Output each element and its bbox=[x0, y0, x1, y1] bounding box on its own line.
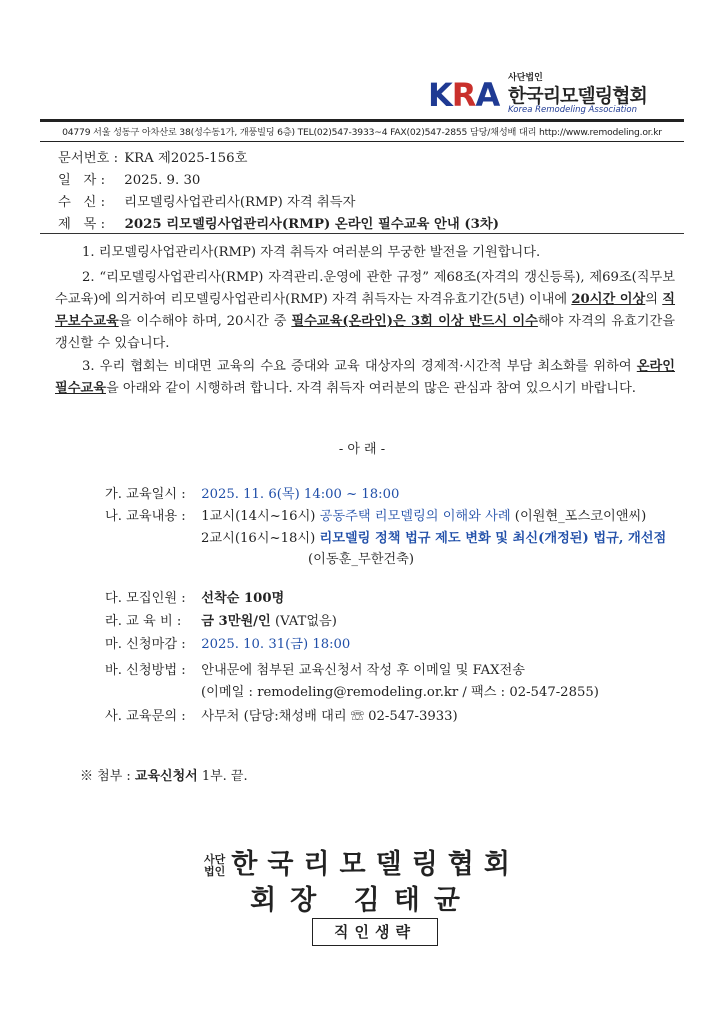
doc-recipient: 수 신 : 리모델링사업관리사(RMP) 자격 취득자 bbox=[58, 195, 356, 210]
item-capacity: 다. 모집인원 : 선착순 100명 bbox=[105, 591, 285, 606]
signature-chair: 회장 김태균 bbox=[250, 885, 474, 916]
item-inquiry: 사. 교육문의 : 사무처 (담당:채성배 대리 ☏ 02-547-3933) bbox=[105, 709, 458, 724]
meta-divider bbox=[40, 233, 684, 234]
signature-org: 사단 법인 한국리모델링협회 bbox=[204, 849, 520, 880]
item-method: 바. 신청방법 : 안내문에 첨부된 교육신청서 작성 후 이메일 및 FAX전송 bbox=[105, 663, 525, 678]
doc-number: 문서번호 : KRA 제2025-156호 bbox=[58, 151, 248, 166]
header-divider-bottom bbox=[40, 141, 684, 142]
item-content-lecturer-2: (이동훈_무한건축) bbox=[308, 552, 415, 567]
item-content-session-1: 나. 교육내용 : 1교시(14시~16시) 공동주택 리모델링의 이해와 사례 (이원현_포스코이앤씨) bbox=[105, 509, 647, 524]
logo-org-type: 사단법인 bbox=[508, 73, 543, 83]
item-fee: 라. 교 육 비 : 금 3만원/인 (VAT없음) bbox=[105, 614, 337, 629]
logo-name-en: Korea Remodeling Association bbox=[508, 105, 637, 115]
logo-name-ko: 한국리모델링협회 bbox=[508, 85, 647, 107]
header-divider-top bbox=[40, 119, 684, 122]
signature-org-type: 사단 법인 bbox=[204, 852, 226, 878]
logo-mark: KRA bbox=[428, 76, 500, 114]
seal-omitted-box: 직인생략 bbox=[312, 918, 438, 946]
paragraph-2: 2. “리모델링사업관리사(RMP) 자격관리.운영에 관한 규정” 제68조(자격의 갱신등록), 제69조(직무보수교육)에 의거하여 리모델링사업관리사(RMP) 자격 취득자는 자격유효기간(5년) 이내에 20시간 이상의 직무보수교육을 이수해야 하며, 20시간 중 필수교육(온라인)은 3회 이상 반드시 이수해야 자격의 유효기간을 갱신할 수 있습니다. bbox=[55, 270, 676, 351]
paragraph-3: 3. 우리 협회는 비대면 교육의 수요 증대와 교육 대상자의 경제적·시간적 부담 최소화를 위하여 온라인 필수교육을 아래와 같이 시행하려 합니다. 자격 취득자 여러분의 많은 관심과 참여 있으시기 바랍니다. bbox=[55, 359, 675, 396]
item-content-session-2: 2교시(16시~18시) 리모델링 정책 법규 제도 변화 및 최신(개정된) 법규, 개선점 bbox=[201, 531, 667, 546]
paragraph-1: 1. 리모델링사업관리사(RMP) 자격 취득자 여러분의 무궁한 발전을 기원합니다. bbox=[82, 245, 541, 260]
item-deadline: 마. 신청마감 : 2025. 10. 31(금) 18:00 bbox=[105, 637, 351, 652]
item-date: 가. 교육일시 : 2025. 11. 6(목) 14:00 ~ 18:00 bbox=[105, 487, 400, 502]
below-heading: - 아 래 - bbox=[338, 442, 386, 457]
doc-date: 일 자 : 2025. 9. 30 bbox=[58, 173, 201, 188]
association-logo bbox=[428, 70, 668, 116]
address-line: 04779 서울 성동구 아차산로 38(성수동1가, 개풍빌딩 6층) TEL(02)547-3933~4 FAX(02)547-2855 담당/채성배 대리 http://www.remodeling.or.kr bbox=[62, 127, 662, 138]
doc-subject: 제 목 : 2025 리모델링사업관리사(RMP) 온라인 필수교육 안내 (3차) bbox=[58, 217, 500, 232]
attachment-note: ※ 첨부 : 교육신청서 1부. 끝. bbox=[80, 769, 248, 784]
item-method-contact: (이메일 : remodeling@remodeling.or.kr / 팩스 : 02-547-2855) bbox=[201, 685, 599, 700]
